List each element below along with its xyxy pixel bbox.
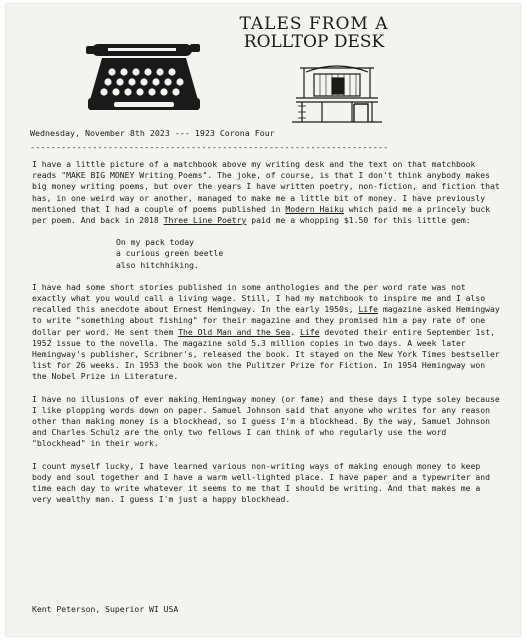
post-body: [32, 159, 502, 516]
paragraph-2: [32, 282, 502, 383]
paragraph-4: I count myself lucky, I have learned various non-writing ways of making enough money to keep body and soul together and I have a warm well-lighted place. I have paper and a typewriter and time each day to write whatever it seems to me that I should be writing. And that makes me a very wealthy man. I guess I'm just a happy blockhead.: [32, 460, 491, 505]
p2-text-b: magazine asked Hemingway to write "something about fishing" for their magazine and they promised him a pay rate of one dollar per word. He sent them: [32, 304, 500, 337]
three-line-poetry-title: Three Line Poetry: [163, 215, 247, 226]
paragraph-3: I have no illusions of ever making Hemingway money (or fame) and these days I type soley because I like plopping words down on paper. Samuel Johnson said that anyone who writes for any reason other than making money is a blockhead, so I guess I'm a blockhead. By the way, Samuel Johnson and Charles Schulz are the only two fellows I can think of who regularly use the word "blockhead" in their work.: [32, 393, 500, 449]
p2-text-c: .: [290, 326, 301, 337]
divider: ---------------------------------------------------------------------: [30, 142, 389, 152]
modern-haiku-title: Modern Haiku: [285, 203, 344, 214]
life-magazine-ref: Life: [358, 304, 378, 315]
p1-text-a: I have a little picture of a matchbook above my writing desk and the text on that matchbook reads "MAKE BIG MONEY Writing Poems". The joke, of course, is that I don't think anybody makes big money writing poems, but over the years I have written poetry, non-fiction, and fiction that has, in one weird way or another, managed to make me a little bit of money. I have previously mentioned that I had a couple of poems published in: [32, 159, 500, 214]
blog-title: [234, 16, 394, 51]
title-line-1: TALES FROM A: [239, 14, 389, 34]
typewriter-icon: [84, 40, 204, 114]
signature: Kent Peterson, Superior WI USA: [32, 604, 179, 614]
dateline: Wednesday, November 8th 2023 --- 1923 Corona Four: [30, 128, 275, 138]
p2-text-d: devoted their entire September 1st, 1952 issue to the novella. The magazine sold 5.3 million copies in two days. A week later Hemingway's publisher, Scribner's, released the book. It stayed on the New York Times bestseller list for 26 weeks. In 1953 the book won the Pulitzer Prize for Fiction. In 1954 Hemingway won the Nobel Prize in Literature.: [32, 326, 500, 382]
p1-text-b: which paid me a princely buck per poem. And back in 2018: [32, 203, 491, 226]
title-line-2: ROLLTOP DESK: [243, 32, 385, 52]
haiku-poem: On my pack today a curious green beetle also hitchhiking.: [116, 237, 224, 270]
p1-text-c: paid me a whopping $1.50 for this little gem:: [246, 215, 471, 226]
book-title: The Old Man and the Sea: [178, 326, 291, 337]
rolltop-desk-illustration: [292, 58, 382, 124]
p2-text-a: I have had some short stories published in some anthologies and the per word rate was not exactly what you would call a living wage. Still, I had my matchbook to inspire me and I also recalled this anecdote about Ernest Hemingway. In the early 1950s,: [32, 281, 486, 315]
paragraph-1: [32, 159, 502, 226]
life-magazine-ref-2: Life: [300, 326, 320, 337]
